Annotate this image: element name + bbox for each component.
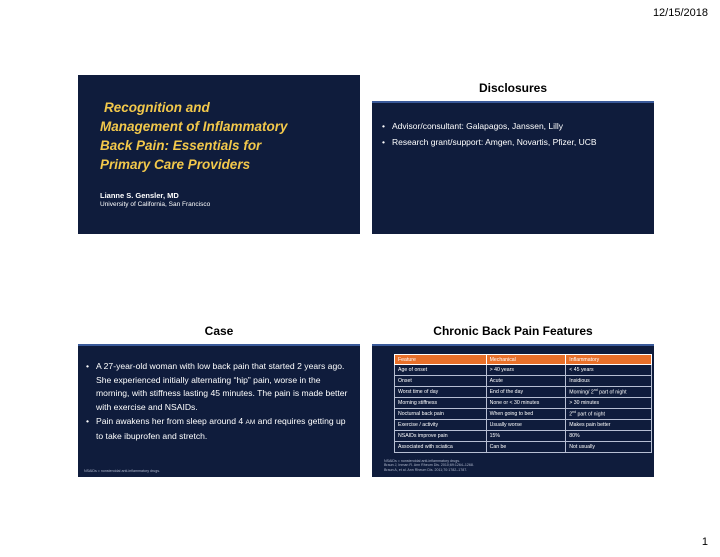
table-cell: Insidious (566, 376, 652, 387)
features-table (394, 354, 652, 453)
table-header-row (395, 355, 652, 365)
table-row (395, 365, 652, 376)
disclosure-item: • Research grant/support: Amgen, Novartis, Pfizer, UCB (382, 137, 647, 148)
table-row (395, 376, 652, 387)
disclosure-item: • Advisor/consultant: Galapagos, Janssen, Lilly (382, 121, 647, 132)
slide-title-heading (100, 98, 340, 174)
author-affiliation: University of California, San Francisco (100, 201, 211, 208)
table-row (395, 387, 652, 398)
table-cell: Can be (486, 442, 566, 453)
reference-line: NSAIDs = nonsteroidal anti-inflammatory drugs. (384, 458, 461, 463)
table-cell: 2nd part of night (566, 409, 652, 420)
table-cell: Usually worse (486, 420, 566, 431)
slide-title (78, 75, 360, 234)
table-cell: 15% (486, 431, 566, 442)
disclosure-list (382, 121, 647, 153)
slide-back-pain-features (372, 318, 654, 477)
table-row (395, 420, 652, 431)
slide-header (372, 318, 654, 346)
reference-line: Braun A, et al. Ann Rheum Dis. 2011;70:1782–1787. (384, 467, 468, 472)
slide-header-title: Disclosures (478, 81, 548, 95)
slide-header (372, 75, 654, 103)
column-header: Inflammatory (566, 355, 652, 365)
table-cell: Associated with sciatica (395, 442, 487, 453)
table-cell: Morning stiffness (395, 398, 487, 409)
table-cell: When going to bed (486, 409, 566, 420)
table-cell: Not usually (566, 442, 652, 453)
table-cell: > 30 minutes (566, 398, 652, 409)
case-item (86, 415, 354, 443)
footnote: NSAIDs = nonsteroidal anti-inflammatory drugs. (84, 468, 161, 473)
table-cell: Nocturnal back pain (395, 409, 487, 420)
case-text: Pain awakens her from sleep around 4 (96, 416, 246, 426)
case-text: and requires getting up to take ibuprofen and stretch. (96, 416, 346, 441)
title-line: Management of Inflammatory (100, 119, 288, 134)
table-cell: Age of onset (395, 365, 487, 376)
table-cell: < 45 years (566, 365, 652, 376)
slide-header-title: Case (204, 324, 234, 338)
column-header: Feature (395, 355, 487, 365)
table-cell: Acute (486, 376, 566, 387)
table-cell: End of the day (486, 387, 566, 398)
title-line: Primary Care Providers (100, 157, 251, 172)
slide-disclosures (372, 75, 654, 234)
table-row (395, 398, 652, 409)
table-cell: Onset (395, 376, 487, 387)
page-date: 12/15/2018 (652, 7, 708, 19)
table-cell: None or < 30 minutes (486, 398, 566, 409)
table-cell: Worst time of day (395, 387, 487, 398)
table-cell: Exercise / activity (395, 420, 487, 431)
title-line: Recognition and (104, 100, 210, 115)
table-row (395, 442, 652, 453)
ordinal-suffix: nd (593, 388, 598, 393)
page-number: 1 (701, 536, 708, 548)
ordinal-suffix: nd (572, 410, 577, 415)
table-cell: NSAIDs improve pain (395, 431, 487, 442)
slide-header (78, 318, 360, 346)
case-list (86, 360, 354, 444)
table-row (395, 431, 652, 442)
column-header: Mechanical (486, 355, 566, 365)
author-name: Lianne S. Gensler, MD (100, 191, 179, 200)
case-item: • A 27-year-old woman with low back pain that started 2 years ago. She experienced initially alternating “hip” pain, worse in the morning, with stiffness lasting 45 minutes. The pain is made better with exercise and NSAIDs. (86, 360, 354, 414)
table-cell: 80% (566, 431, 652, 442)
title-line: Back Pain: Essentials for (100, 138, 262, 153)
slide-header-title: Chronic Back Pain Features (433, 324, 593, 338)
references (384, 459, 474, 473)
table-cell: > 40 years (486, 365, 566, 376)
reference-line: Braun J, Inman R. Ann Rheum Dis. 2010;69:1264–1268. (384, 463, 474, 467)
table-row (395, 409, 652, 420)
table-cell: Makes pain better (566, 420, 652, 431)
table-cell: Morning/ 2nd part of night (566, 387, 652, 398)
time-suffix: AM (245, 419, 256, 426)
slide-case (78, 318, 360, 477)
